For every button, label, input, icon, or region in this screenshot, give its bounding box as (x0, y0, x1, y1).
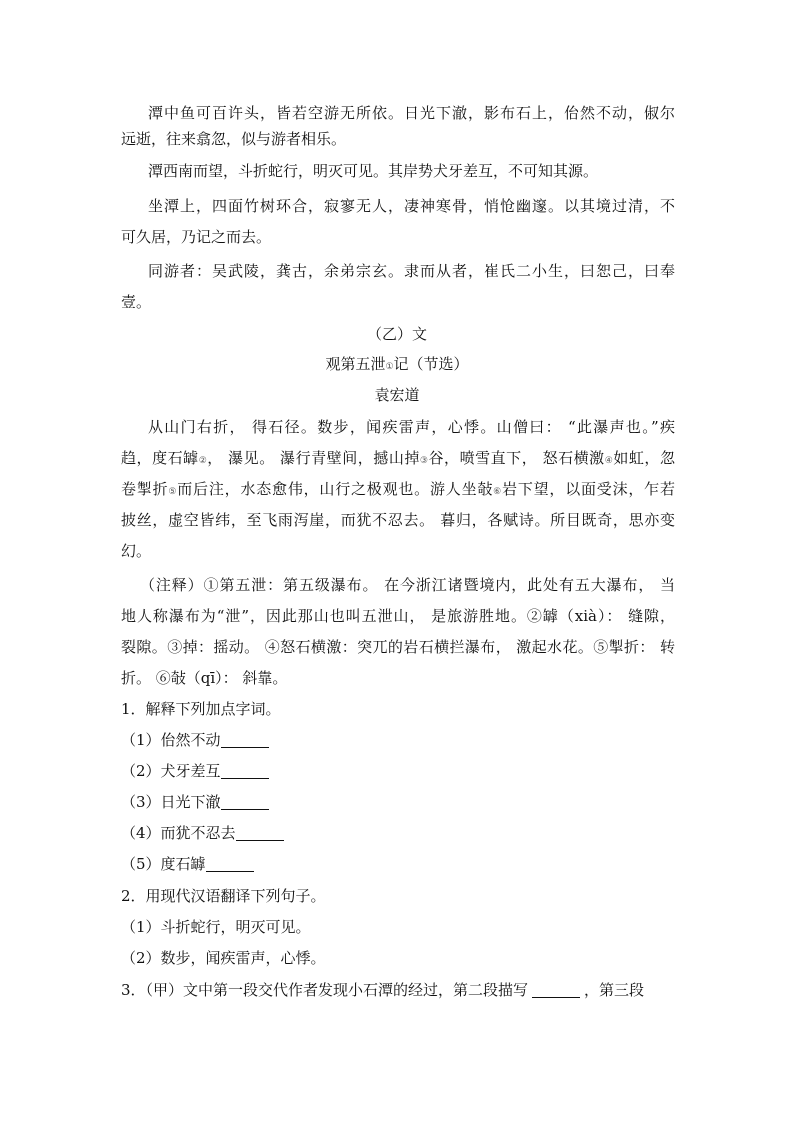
notes-line4: 折。 ⑥敧（qī）： 斜靠。 (121, 669, 288, 687)
answer-blank[interactable] (532, 981, 580, 998)
question-1-item (121, 852, 254, 876)
yi-line3-part: 岩下望，以面受沫，乍若 (502, 480, 675, 498)
yi-title (0, 352, 794, 379)
question-2-item: （2）数步，闻疾雷声，心悸。 (121, 949, 326, 967)
answer-blank[interactable] (221, 762, 269, 779)
yi-line5: 幻。 (121, 542, 152, 560)
footnote-marker-6: ⑥ (493, 487, 503, 497)
yi-line2-part: 如虹，忽 (613, 449, 675, 467)
item-text: （5）度石罅 (121, 855, 206, 873)
question-1-item (121, 728, 269, 752)
yi-line2 (121, 446, 675, 473)
item-text: （4）而犹不忍去 (121, 824, 236, 842)
yi-line3 (121, 477, 675, 504)
yi-line2-part: ， 瀑见。 瀑行青壁间，撼山掉 (207, 449, 420, 467)
question-3-text: 3．（甲）文中第一段交代作者发现小石潭的经过，第二段描写 (121, 981, 529, 999)
answer-blank[interactable] (221, 731, 269, 748)
footnote-marker-5: ⑤ (168, 487, 178, 497)
question-1-item (121, 759, 269, 783)
yi-line3-part: 而后注，水态愈伟，山行之极观也。游人坐敧 (177, 480, 494, 498)
yi-line4: 披丝，虚空皆纬，至飞雨泻崖，而犹不忍去。 暮归，各赋诗。所目既奇，思亦变 (121, 511, 675, 529)
jia-p3-line2: 可久居，乃记之而去。 (121, 228, 272, 246)
jia-p3-line1: 坐潭上，四面竹树环合，寂寥无人，凄神寒骨，悄怆幽邃。以其境过清，不 (148, 197, 675, 215)
footnote-marker-2: ② (198, 456, 208, 466)
answer-blank[interactable] (221, 793, 269, 810)
question-2-item: （1）斗折蛇行，明灭可见。 (121, 918, 311, 936)
jia-p1-line2: 远逝，往来翕忽，似与游者相乐。 (121, 130, 347, 148)
jia-p4-line1: 同游者：吴武陵，龚古，余弟宗玄。隶而从者，崔氏二小生，曰恕己，曰奉 (148, 262, 675, 280)
footnote-marker-1: ① (385, 362, 394, 372)
footnote-marker-4: ④ (604, 456, 614, 466)
notes-line2: 地人称瀑布为“泄”，因此那山也叫五泄山， 是旅游胜地。②罅（xià）： 缝隙， (121, 607, 675, 625)
yi-line3-part: 卷掣折 (121, 480, 169, 498)
notes-line3: 裂隙。③掉：摇动。 ④怒石横激：突兀的岩石横拦瀑布， 激起水花。⑤掣折： 转 (121, 638, 675, 656)
footnote-marker-3: ③ (419, 456, 429, 466)
question-1-item (121, 821, 284, 845)
yi-line2-part: 谷，喷雪直下， 怒石横激 (428, 449, 605, 467)
question-1-item (121, 790, 269, 814)
jia-p4-line2: 壹。 (121, 293, 152, 311)
yi-author: 袁宏道 (374, 386, 420, 404)
item-text: （1）佁然不动 (121, 731, 221, 749)
jia-p1-line1: 潭中鱼可百许头，皆若空游无所依。日光下澈，影布石上，佁然不动，俶尔 (148, 104, 675, 122)
question-3-text: ，第三段 (584, 981, 645, 999)
yi-title-main: 观第五泄 (325, 355, 386, 373)
yi-title-sub: 记（节选） (393, 355, 469, 373)
item-text: （3）日光下澈 (121, 793, 221, 811)
yi-line1: 从山门右折， 得石径。数步，闻疾雷声，心悸。山僧曰： “此瀑声也。”疾 (148, 418, 675, 436)
answer-blank[interactable] (236, 824, 284, 841)
jia-p2-line1: 潭西南而望，斗折蛇行，明灭可见。其岸势犬牙差互，不可知其源。 (148, 162, 599, 180)
answer-blank[interactable] (206, 855, 254, 872)
question-3-stem (121, 978, 644, 1002)
question-2-stem: 2．用现代汉语翻译下列句子。 (121, 887, 326, 905)
yi-line2-part: 趋，度石罅 (121, 449, 199, 467)
notes-line1: （注释）①第五泄：第五级瀑布。 在今浙江诸暨境内，此处有五大瀑布， 当 (140, 576, 675, 594)
question-1-stem: 1．解释下列加点字词。 (121, 700, 281, 718)
item-text: （2）犬牙差互 (121, 762, 221, 780)
yi-label: （乙）文 (366, 325, 427, 343)
